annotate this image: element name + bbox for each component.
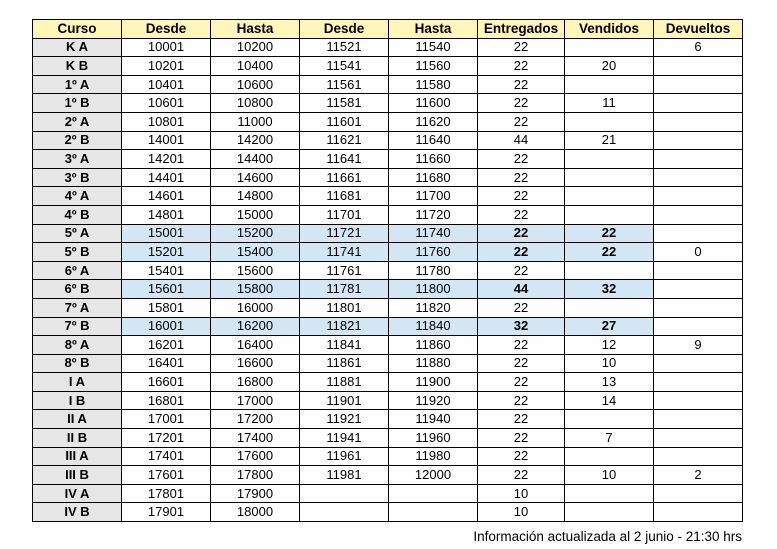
table-row (33, 150, 743, 169)
curso-cell: III A (33, 447, 122, 466)
desde-2-cell: 11541 (300, 57, 389, 76)
curso-cell: 8º B (33, 354, 122, 373)
desde-1-cell: 10801 (122, 112, 211, 131)
entregados-cell: 10 (478, 484, 565, 503)
vendidos-cell (565, 261, 654, 280)
desde-1-cell: 17901 (122, 503, 211, 522)
devueltos-cell (654, 373, 743, 392)
entregados-cell: 22 (478, 391, 565, 410)
desde-2-cell: 11921 (300, 410, 389, 429)
hasta-1-cell: 14800 (211, 187, 300, 206)
curso-cell: 2º B (33, 131, 122, 150)
entregados-cell: 44 (478, 280, 565, 299)
hasta-1-cell: 15000 (211, 205, 300, 224)
desde-2-cell: 11681 (300, 187, 389, 206)
entregados-cell: 22 (478, 112, 565, 131)
desde-2-cell (300, 503, 389, 522)
desde-2-cell: 11821 (300, 317, 389, 336)
vendidos-cell (565, 298, 654, 317)
desde-1-cell: 16401 (122, 354, 211, 373)
vendidos-cell: 21 (565, 131, 654, 150)
entregados-cell: 22 (478, 354, 565, 373)
devueltos-cell (654, 261, 743, 280)
desde-1-cell: 17001 (122, 410, 211, 429)
devueltos-cell (654, 503, 743, 522)
desde-2-cell: 11941 (300, 429, 389, 448)
curso-cell: 3º A (33, 150, 122, 169)
devueltos-cell (654, 391, 743, 410)
devueltos-cell: 9 (654, 336, 743, 355)
table-row (33, 187, 743, 206)
desde-1-cell: 15801 (122, 298, 211, 317)
hasta-2-cell: 11740 (389, 224, 478, 243)
devueltos-cell (654, 298, 743, 317)
vendidos-cell: 10 (565, 354, 654, 373)
vendidos-cell (565, 410, 654, 429)
desde-2-cell: 11621 (300, 131, 389, 150)
devueltos-cell (654, 429, 743, 448)
table-row (33, 131, 743, 150)
entregados-cell: 44 (478, 131, 565, 150)
hasta-1-cell: 17600 (211, 447, 300, 466)
table-row (33, 429, 743, 448)
header-desde-2: Desde (300, 20, 389, 39)
desde-1-cell: 15601 (122, 280, 211, 299)
table-row (33, 373, 743, 392)
curso-cell: III B (33, 466, 122, 485)
devueltos-cell: 2 (654, 466, 743, 485)
hasta-2-cell: 11680 (389, 168, 478, 187)
header-desde-1: Desde (122, 20, 211, 39)
desde-2-cell: 11901 (300, 391, 389, 410)
entregados-cell: 22 (478, 447, 565, 466)
desde-2-cell: 11741 (300, 243, 389, 262)
entregados-cell: 22 (478, 261, 565, 280)
desde-2-cell: 11761 (300, 261, 389, 280)
table-row (33, 354, 743, 373)
vendidos-cell (565, 38, 654, 57)
hasta-2-cell: 11540 (389, 38, 478, 57)
table-header (33, 20, 743, 39)
desde-2-cell: 11701 (300, 205, 389, 224)
hasta-2-cell: 11920 (389, 391, 478, 410)
desde-1-cell: 10601 (122, 94, 211, 113)
header-hasta-2: Hasta (389, 20, 478, 39)
header-hasta-1: Hasta (211, 20, 300, 39)
desde-2-cell: 11641 (300, 150, 389, 169)
hasta-1-cell: 15800 (211, 280, 300, 299)
devueltos-cell (654, 187, 743, 206)
entregados-cell: 22 (478, 150, 565, 169)
hasta-2-cell: 11620 (389, 112, 478, 131)
curso-cell: 8º A (33, 336, 122, 355)
entregados-cell: 10 (478, 503, 565, 522)
devueltos-cell: 0 (654, 243, 743, 262)
vendidos-cell (565, 75, 654, 94)
curso-cell: 5º B (33, 243, 122, 262)
hasta-1-cell: 14400 (211, 150, 300, 169)
hasta-1-cell: 11000 (211, 112, 300, 131)
devueltos-cell: 6 (654, 38, 743, 57)
desde-2-cell: 11781 (300, 280, 389, 299)
vendidos-cell (565, 484, 654, 503)
entregados-cell: 22 (478, 298, 565, 317)
desde-1-cell: 16801 (122, 391, 211, 410)
hasta-1-cell: 10400 (211, 57, 300, 76)
hasta-2-cell: 11840 (389, 317, 478, 336)
curso-cell: IV B (33, 503, 122, 522)
desde-2-cell: 11521 (300, 38, 389, 57)
hasta-1-cell: 16000 (211, 298, 300, 317)
hasta-2-cell: 12000 (389, 466, 478, 485)
header-row (33, 20, 743, 39)
desde-2-cell: 11721 (300, 224, 389, 243)
desde-1-cell: 15201 (122, 243, 211, 262)
vendidos-cell: 32 (565, 280, 654, 299)
desde-1-cell: 14201 (122, 150, 211, 169)
curso-cell: IV A (33, 484, 122, 503)
hasta-2-cell: 11640 (389, 131, 478, 150)
desde-2-cell: 11601 (300, 112, 389, 131)
curso-cell: I B (33, 391, 122, 410)
vendidos-cell: 10 (565, 466, 654, 485)
curso-cell: K B (33, 57, 122, 76)
table-row (33, 298, 743, 317)
entregados-cell: 22 (478, 57, 565, 76)
curso-cell: II A (33, 410, 122, 429)
hasta-2-cell: 11820 (389, 298, 478, 317)
hasta-1-cell: 17800 (211, 466, 300, 485)
desde-2-cell: 11841 (300, 336, 389, 355)
vendidos-cell: 22 (565, 243, 654, 262)
table-body (33, 38, 743, 521)
hasta-1-cell: 10800 (211, 94, 300, 113)
hasta-1-cell: 15600 (211, 261, 300, 280)
desde-2-cell: 11981 (300, 466, 389, 485)
desde-1-cell: 16201 (122, 336, 211, 355)
hasta-1-cell: 18000 (211, 503, 300, 522)
hasta-2-cell (389, 503, 478, 522)
devueltos-cell (654, 447, 743, 466)
desde-1-cell: 16601 (122, 373, 211, 392)
vendidos-cell: 27 (565, 317, 654, 336)
table-row (33, 38, 743, 57)
desde-1-cell: 17601 (122, 466, 211, 485)
hasta-1-cell: 14600 (211, 168, 300, 187)
entregados-cell: 22 (478, 94, 565, 113)
desde-1-cell: 16001 (122, 317, 211, 336)
devueltos-cell (654, 205, 743, 224)
hasta-2-cell: 11860 (389, 336, 478, 355)
table-row (33, 391, 743, 410)
hasta-1-cell: 15400 (211, 243, 300, 262)
vendidos-cell: 22 (565, 224, 654, 243)
hasta-1-cell: 16800 (211, 373, 300, 392)
hasta-2-cell: 11700 (389, 187, 478, 206)
devueltos-cell (654, 224, 743, 243)
desde-1-cell: 17801 (122, 484, 211, 503)
entregados-cell: 22 (478, 410, 565, 429)
devueltos-cell (654, 57, 743, 76)
desde-2-cell: 11561 (300, 75, 389, 94)
table-row (33, 205, 743, 224)
table-row (33, 94, 743, 113)
curso-cell: 6º B (33, 280, 122, 299)
desde-1-cell: 14601 (122, 187, 211, 206)
vendidos-cell (565, 447, 654, 466)
desde-1-cell: 14401 (122, 168, 211, 187)
devueltos-cell (654, 484, 743, 503)
hasta-2-cell: 11880 (389, 354, 478, 373)
entregados-cell: 22 (478, 187, 565, 206)
vendidos-cell: 13 (565, 373, 654, 392)
table-row (33, 317, 743, 336)
desde-2-cell: 11801 (300, 298, 389, 317)
header-curso: Curso (33, 20, 122, 39)
entregados-cell: 22 (478, 243, 565, 262)
vendidos-cell (565, 503, 654, 522)
entregados-cell: 22 (478, 168, 565, 187)
curso-cell: 2º A (33, 112, 122, 131)
hasta-2-cell: 11940 (389, 410, 478, 429)
hasta-1-cell: 16600 (211, 354, 300, 373)
devueltos-cell (654, 131, 743, 150)
table-row (33, 261, 743, 280)
hasta-2-cell: 11720 (389, 205, 478, 224)
entregados-cell: 22 (478, 336, 565, 355)
devueltos-cell (654, 317, 743, 336)
vendidos-cell: 12 (565, 336, 654, 355)
hasta-1-cell: 10600 (211, 75, 300, 94)
devueltos-cell (654, 168, 743, 187)
curso-cell: 4º A (33, 187, 122, 206)
entregados-cell: 22 (478, 429, 565, 448)
desde-1-cell: 10001 (122, 38, 211, 57)
hasta-2-cell: 11900 (389, 373, 478, 392)
header-devueltos: Devueltos (654, 20, 743, 39)
curso-cell: 6º A (33, 261, 122, 280)
hasta-2-cell: 11580 (389, 75, 478, 94)
entregados-cell: 32 (478, 317, 565, 336)
hasta-2-cell: 11660 (389, 150, 478, 169)
hasta-2-cell: 11780 (389, 261, 478, 280)
desde-2-cell: 11661 (300, 168, 389, 187)
hasta-1-cell: 14200 (211, 131, 300, 150)
hasta-2-cell: 11800 (389, 280, 478, 299)
vendidos-cell (565, 187, 654, 206)
table-row (33, 75, 743, 94)
curso-cell: 7º A (33, 298, 122, 317)
vendidos-cell: 20 (565, 57, 654, 76)
desde-1-cell: 17201 (122, 429, 211, 448)
entregados-cell: 22 (478, 466, 565, 485)
table-row (33, 243, 743, 262)
curso-cell: K A (33, 38, 122, 57)
table-row (33, 168, 743, 187)
desde-2-cell (300, 484, 389, 503)
desde-2-cell: 11961 (300, 447, 389, 466)
desde-1-cell: 17401 (122, 447, 211, 466)
hasta-2-cell: 11980 (389, 447, 478, 466)
devueltos-cell (654, 112, 743, 131)
curso-cell: II B (33, 429, 122, 448)
curso-cell: 3º B (33, 168, 122, 187)
hasta-1-cell: 17200 (211, 410, 300, 429)
desde-2-cell: 11861 (300, 354, 389, 373)
table-row (33, 503, 743, 522)
table-row (33, 224, 743, 243)
entregados-cell: 22 (478, 224, 565, 243)
vendidos-cell: 11 (565, 94, 654, 113)
vendidos-cell (565, 168, 654, 187)
devueltos-cell (654, 280, 743, 299)
desde-1-cell: 10401 (122, 75, 211, 94)
vendidos-cell: 7 (565, 429, 654, 448)
devueltos-cell (654, 150, 743, 169)
hasta-1-cell: 15200 (211, 224, 300, 243)
desde-1-cell: 15001 (122, 224, 211, 243)
entregados-cell: 22 (478, 38, 565, 57)
vendidos-cell (565, 150, 654, 169)
devueltos-cell (654, 94, 743, 113)
hasta-2-cell (389, 484, 478, 503)
devueltos-cell (654, 75, 743, 94)
vendidos-cell (565, 205, 654, 224)
entregados-cell: 22 (478, 205, 565, 224)
devueltos-cell (654, 410, 743, 429)
hasta-2-cell: 11560 (389, 57, 478, 76)
entregados-cell: 22 (478, 75, 565, 94)
table-row (33, 280, 743, 299)
curso-cell: 4º B (33, 205, 122, 224)
hasta-1-cell: 17900 (211, 484, 300, 503)
hasta-1-cell: 16400 (211, 336, 300, 355)
table-row (33, 336, 743, 355)
table-row (33, 466, 743, 485)
curso-cell: I A (33, 373, 122, 392)
curso-cell: 7º B (33, 317, 122, 336)
curso-cell: 1º A (33, 75, 122, 94)
hasta-1-cell: 16200 (211, 317, 300, 336)
table-row (33, 447, 743, 466)
vendidos-cell (565, 112, 654, 131)
hasta-2-cell: 11600 (389, 94, 478, 113)
hasta-1-cell: 17000 (211, 391, 300, 410)
entregados-cell: 22 (478, 373, 565, 392)
sales-table (32, 19, 743, 522)
hasta-2-cell: 11960 (389, 429, 478, 448)
desde-2-cell: 11581 (300, 94, 389, 113)
devueltos-cell (654, 354, 743, 373)
desde-1-cell: 10201 (122, 57, 211, 76)
update-note: Información actualizada al 2 junio - 21:30 hrs (473, 529, 742, 544)
desde-1-cell: 14801 (122, 205, 211, 224)
curso-cell: 5º A (33, 224, 122, 243)
hasta-1-cell: 17400 (211, 429, 300, 448)
table-row (33, 484, 743, 503)
desde-1-cell: 14001 (122, 131, 211, 150)
header-vendidos: Vendidos (565, 20, 654, 39)
hasta-1-cell: 10200 (211, 38, 300, 57)
desde-1-cell: 15401 (122, 261, 211, 280)
table-row (33, 57, 743, 76)
table-row (33, 112, 743, 131)
hasta-2-cell: 11760 (389, 243, 478, 262)
table-row (33, 410, 743, 429)
curso-cell: 1º B (33, 94, 122, 113)
header-entregados: Entregados (478, 20, 565, 39)
desde-2-cell: 11881 (300, 373, 389, 392)
vendidos-cell: 14 (565, 391, 654, 410)
